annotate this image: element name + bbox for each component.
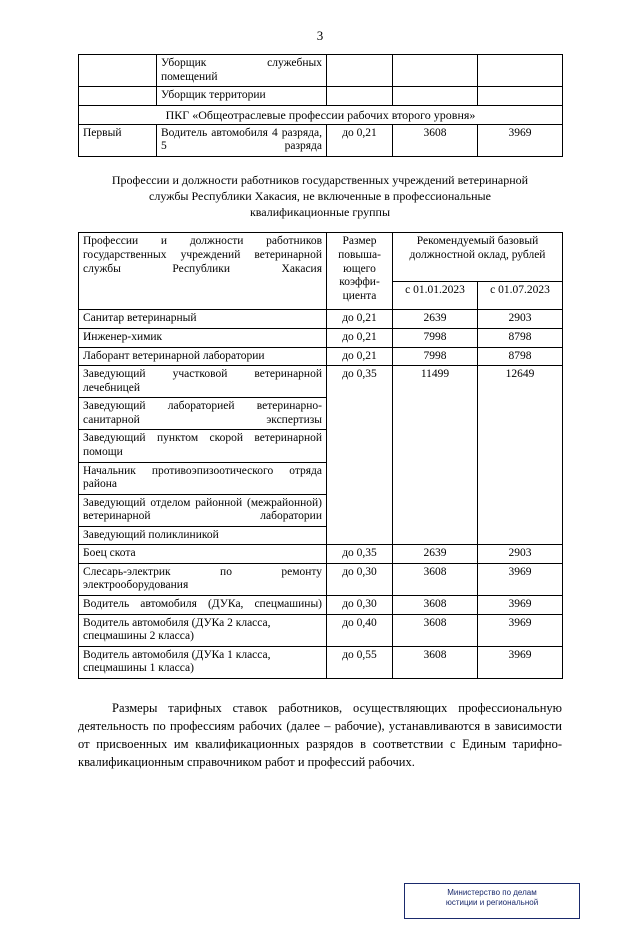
table-header-row bbox=[79, 233, 563, 282]
cell-position: Инженер-химик bbox=[79, 329, 327, 348]
cell-position: Водитель автомобиля (ДУКа 1 класса, спецмашины 1 класса) bbox=[79, 646, 327, 678]
cell-position: Заведующий пунктом скорой ветеринарной помощи bbox=[79, 430, 327, 462]
cell-position: Слесарь-электрик по ремонту электрооборудования bbox=[79, 563, 327, 595]
header-date-2023-07: с 01.07.2023 bbox=[478, 282, 563, 310]
table-upper bbox=[78, 54, 563, 157]
cell-coefficient: до 0,21 bbox=[327, 124, 393, 156]
table-row bbox=[79, 366, 563, 398]
table-row bbox=[79, 614, 563, 646]
cell-position: Заведующий поликлиникой bbox=[79, 526, 327, 545]
cell-profession: Уборщик территории bbox=[157, 87, 327, 106]
cell-category: Первый bbox=[79, 124, 157, 156]
cell-coefficient: до 0,55 bbox=[327, 646, 393, 678]
table-row bbox=[79, 563, 563, 595]
stamp-line-1: Министерство по делам bbox=[447, 888, 537, 897]
cell-pay-2023-07: 8798 bbox=[478, 329, 563, 348]
cell-pay-2023-07: 12649 bbox=[478, 366, 563, 545]
cell-pay-2023-01: 3608 bbox=[393, 563, 478, 595]
cell-coefficient: до 0,30 bbox=[327, 563, 393, 595]
cell-position: Санитар ветеринарный bbox=[79, 310, 327, 329]
cell-pay-2023-07: 3969 bbox=[478, 124, 563, 156]
cell-pay-2023-01: 3608 bbox=[393, 124, 478, 156]
cell-coefficient: до 0,40 bbox=[327, 614, 393, 646]
table-group-header-row bbox=[79, 105, 563, 124]
cell-category bbox=[79, 87, 157, 106]
table-veterinary-positions bbox=[78, 232, 563, 678]
header-base-salary: Рекомендуемый базовый должностной оклад, рублей bbox=[393, 233, 563, 282]
cell-position: Лаборант ветеринарной лаборатории bbox=[79, 347, 327, 366]
cell-pay-2023-01: 2639 bbox=[393, 310, 478, 329]
table-row bbox=[79, 596, 563, 615]
table-row bbox=[79, 329, 563, 348]
section-intro-text: Профессии и должности работников государственных учреждений ветеринарной службы Республики Хакасия, не включенные в профессиональные квалификационные группы bbox=[111, 172, 529, 219]
cell-profession: Водитель автомобиля 4 разряда, 5 разряда bbox=[157, 124, 327, 156]
cell-coefficient bbox=[327, 55, 393, 87]
cell-pay-2023-07: 3969 bbox=[478, 563, 563, 595]
table-row bbox=[79, 347, 563, 366]
header-coefficient: Размер повыша-ющего коэффи-циента bbox=[327, 233, 393, 310]
cell-coefficient: до 0,30 bbox=[327, 596, 393, 615]
cell-pay-2023-01: 3608 bbox=[393, 646, 478, 678]
table-row bbox=[79, 87, 563, 106]
ministry-stamp bbox=[404, 883, 580, 919]
cell-position: Водитель автомобиля (ДУКа 2 класса, спецмашины 2 класса) bbox=[79, 614, 327, 646]
cell-position: Заведующий лабораторией ветеринарно-санитарной экспертизы bbox=[79, 398, 327, 430]
stamp-line-2: юстиции и региональной bbox=[445, 898, 539, 907]
cell-pay-2023-07: 2903 bbox=[478, 310, 563, 329]
cell-position: Заведующий отделом районной (межрайонной) ветеринарной лаборатории bbox=[79, 494, 327, 526]
cell-pay-2023-01: 11499 bbox=[393, 366, 478, 545]
cell-pay-2023-01: 2639 bbox=[393, 545, 478, 564]
document-body bbox=[0, 54, 640, 771]
cell-position: Заведующий участковой ветеринарной лечебницей bbox=[79, 366, 327, 398]
cell-position: Боец скота bbox=[79, 545, 327, 564]
cell-pay-2023-07 bbox=[478, 87, 563, 106]
cell-pay-2023-07: 8798 bbox=[478, 347, 563, 366]
cell-coefficient bbox=[327, 87, 393, 106]
table-row bbox=[79, 124, 563, 156]
page-number: 3 bbox=[316, 28, 324, 43]
cell-pay-2023-07: 2903 bbox=[478, 545, 563, 564]
document-page bbox=[0, 28, 640, 933]
table-row bbox=[79, 55, 563, 87]
cell-coefficient: до 0,21 bbox=[327, 310, 393, 329]
cell-pay-2023-07 bbox=[478, 55, 563, 87]
cell-pay-2023-07: 3969 bbox=[478, 646, 563, 678]
cell-pay-2023-01 bbox=[393, 55, 478, 87]
cell-coefficient: до 0,35 bbox=[327, 545, 393, 564]
cell-pay-2023-07: 3969 bbox=[478, 596, 563, 615]
closing-paragraph: Размеры тарифных ставок работников, осуществляющих профессиональную деятельность по профессиям рабочих (далее – рабочие), устанавливаются в зависимости от присвоенных им квалификационных разрядов в соответствии с Единым тарифно-квалификационным справочником работ и профессий рабочих. bbox=[78, 700, 562, 770]
table-row bbox=[79, 545, 563, 564]
cell-profession: Уборщик служебных помещений bbox=[157, 55, 327, 87]
cell-pay-2023-01: 7998 bbox=[393, 347, 478, 366]
cell-position: Водитель автомобиля (ДУКа, спецмашины) bbox=[79, 596, 327, 615]
cell-pay-2023-01: 7998 bbox=[393, 329, 478, 348]
header-date-2023-01: с 01.01.2023 bbox=[393, 282, 478, 310]
header-positions: Профессии и должности работников государственных учреждений ветеринарной службы Республики Хакасия bbox=[79, 233, 327, 310]
cell-group-header: ПКГ «Общеотраслевые профессии рабочих второго уровня» bbox=[79, 105, 563, 124]
cell-pay-2023-01: 3608 bbox=[393, 614, 478, 646]
cell-category bbox=[79, 55, 157, 87]
table-row bbox=[79, 646, 563, 678]
cell-coefficient: до 0,21 bbox=[327, 347, 393, 366]
cell-position: Начальник противоэпизоотического отряда района bbox=[79, 462, 327, 494]
cell-coefficient: до 0,21 bbox=[327, 329, 393, 348]
cell-pay-2023-07: 3969 bbox=[478, 614, 563, 646]
cell-pay-2023-01 bbox=[393, 87, 478, 106]
cell-coefficient: до 0,35 bbox=[327, 366, 393, 545]
table-row bbox=[79, 310, 563, 329]
cell-pay-2023-01: 3608 bbox=[393, 596, 478, 615]
